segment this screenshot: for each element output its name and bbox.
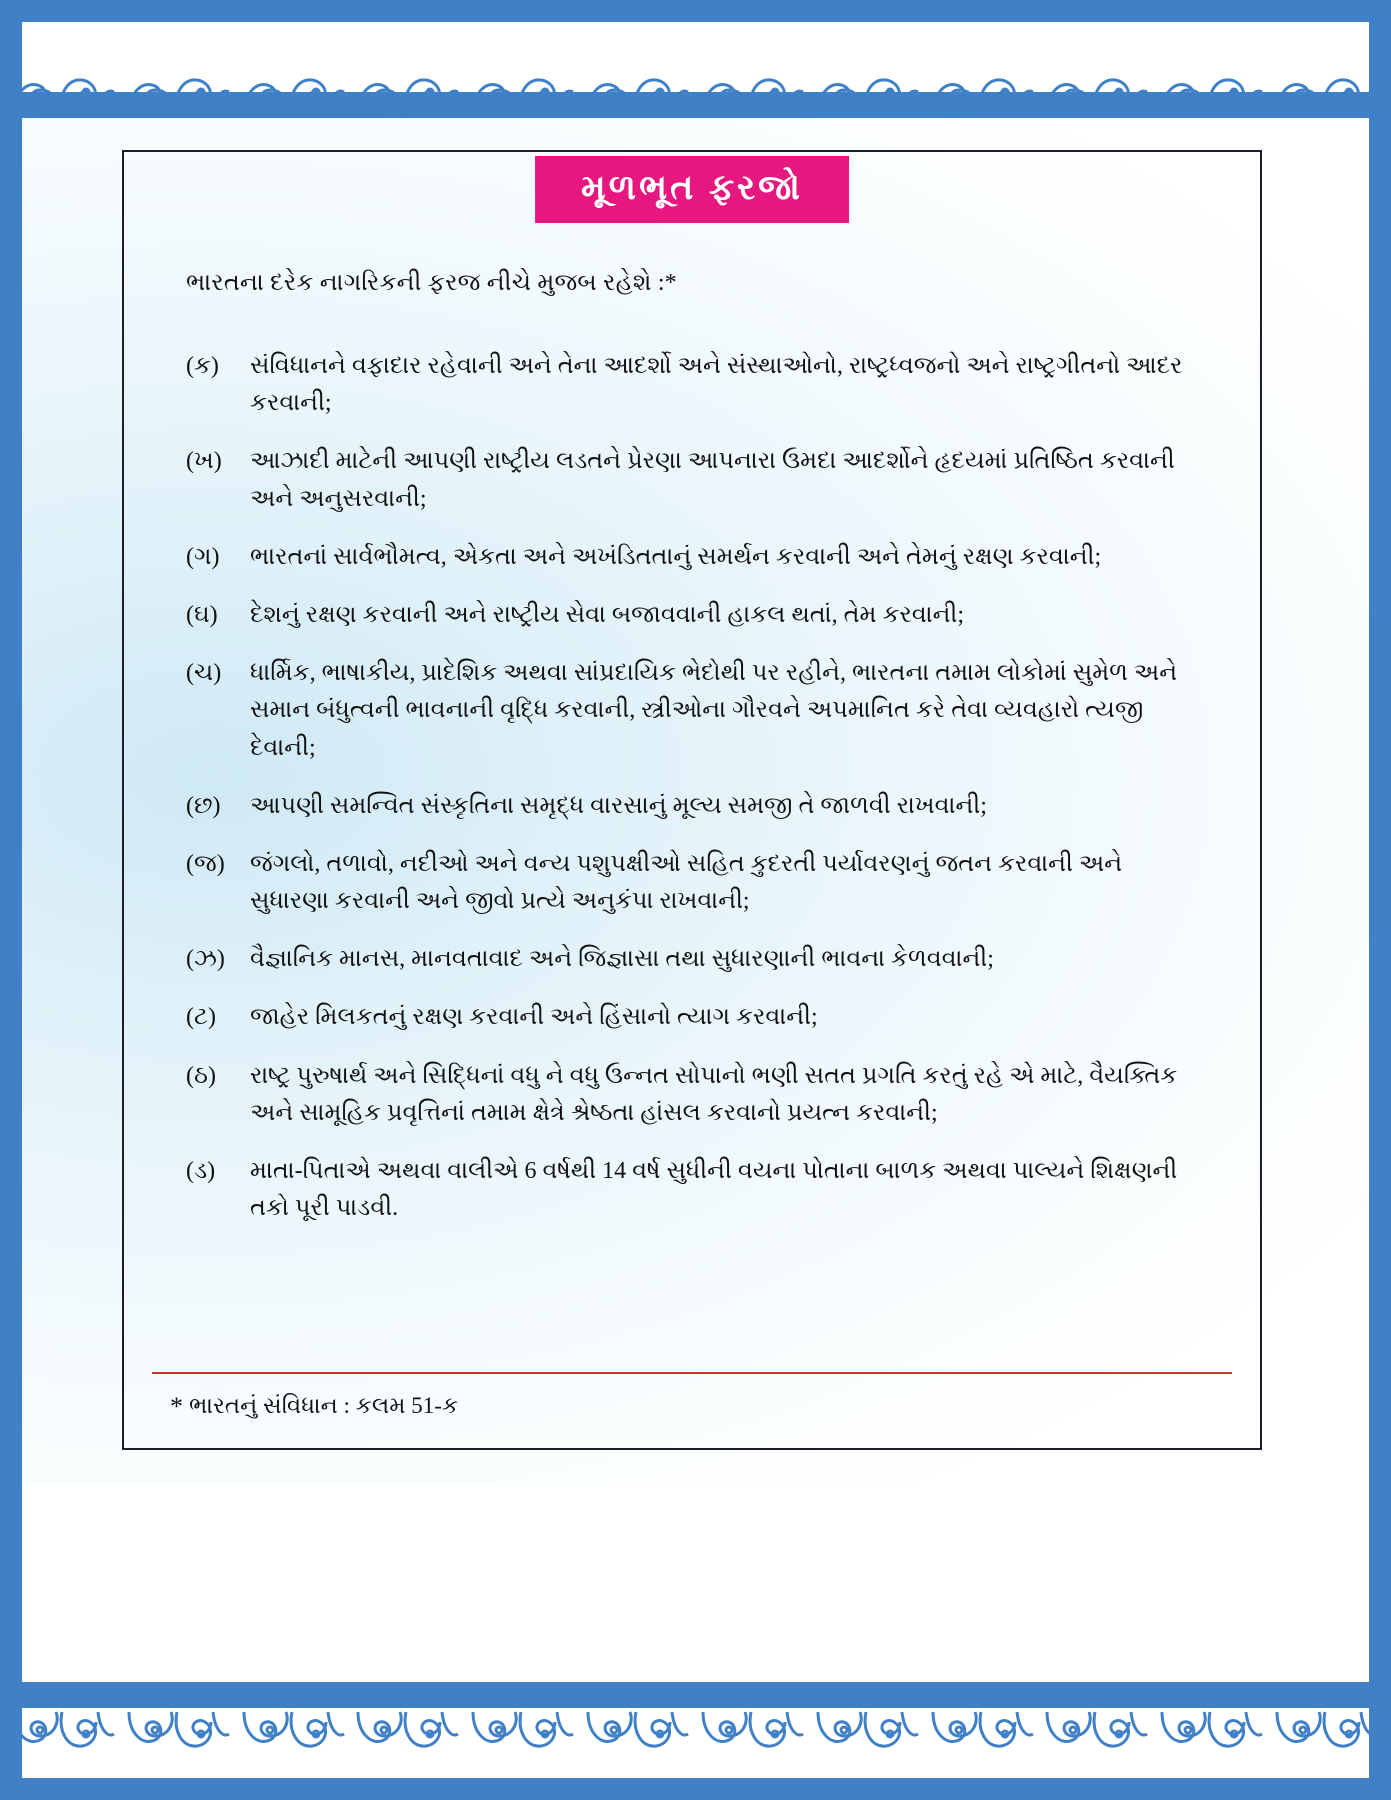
duty-text: ધાર્મિક, ભાષાકીય, પ્રાદેશિક અથવા સાંપ્રદાયિક ભેદોથી પર રહીને, ભારતના તમામ લોકોમાં સુમેળ અને સમાન બંધુત્વની ભાવનાની વૃદ્ધિ કરવાની, સ્ત્રીઓના ગૌરવને અપમાનિત કરે તેવા વ્યવહારો ત્યજી દેવાની; xyxy=(250,660,1178,761)
duty-marker: (ટ) xyxy=(186,1004,216,1031)
duty-marker: (ઝ) xyxy=(186,946,225,973)
swirl-ornament-icon xyxy=(125,48,233,118)
duty-marker: (ક) xyxy=(186,353,219,379)
content-box xyxy=(122,150,1262,1450)
intro-text: ભારતના દરેક નાગરિકની ફરજ નીચે મુજબ રહેશે :* xyxy=(186,270,677,296)
ornament-band-top xyxy=(0,22,1391,118)
list-item xyxy=(184,999,1204,1036)
swirl-ornament-icon xyxy=(354,48,462,118)
swirl-ornament-icon xyxy=(929,1708,1037,1778)
swirl-ornament-icon xyxy=(699,1708,807,1778)
list-item xyxy=(184,941,1204,978)
swirl-ornament-icon xyxy=(469,48,577,118)
swirl-ornament-icon xyxy=(814,48,922,118)
swirl-ornament-icon xyxy=(10,48,118,118)
duty-text: આઝાદી માટેની આપણી રાષ્ટ્રીય લડતને પ્રેરણા આપનારા ઉમદા આદર્શોને હૃદયમાં પ્રતિષ્ઠિત કરવાની અને અનુસરવાની; xyxy=(250,448,1175,512)
swirl-ornament-icon xyxy=(240,48,348,118)
duty-text: વૈજ્ઞાનિક માનસ, માનવતાવાદ અને જિજ્ઞાસા તથા સુધારણાની ભાવના કેળવવાની; xyxy=(250,946,994,973)
list-item xyxy=(184,1153,1204,1227)
list-item xyxy=(184,846,1204,920)
swirl-ornament-icon xyxy=(1043,1708,1151,1778)
duty-text: સંવિધાનને વફાદાર રહેવાની અને તેના આદર્શો અને સંસ્થાઓનો, રાષ્ટ્રધ્વજનો અને રાષ્ટ્રગીતનો આદર કરવાની; xyxy=(250,353,1183,417)
swirl-ornament-icon xyxy=(1158,1708,1266,1778)
swirl-ornament-icon xyxy=(1273,48,1381,118)
duty-text: આપણી સમન્વિત સંસ્કૃતિના સમૃદ્ધ વારસાનું મૂલ્ય સમજી તે જાળવી રાખવાની; xyxy=(250,792,987,819)
swirl-ornament-icon xyxy=(814,1708,922,1778)
swirl-ornament-icon xyxy=(1043,48,1151,118)
swirl-ornament-icon xyxy=(10,1708,118,1778)
list-item xyxy=(184,1058,1204,1132)
duty-marker: (છ) xyxy=(186,792,221,819)
swirl-ornament-icon xyxy=(469,1708,577,1778)
footnote xyxy=(170,1392,458,1422)
swirl-ornament-icon xyxy=(584,48,692,118)
list-item xyxy=(184,348,1204,422)
ornament-band-bottom xyxy=(0,1682,1391,1778)
page-title: મૂળભૂત ફરજો xyxy=(535,156,849,223)
footnote-divider xyxy=(152,1372,1232,1374)
footnote-text: ભારતનું સંવિધાન : કલમ 51-ક xyxy=(189,1393,459,1418)
duty-text: દેશનું રક્ષણ કરવાની અને રાષ્ટ્રીય સેવા બજાવવાની હાકલ થતાં, તેમ કરવાની; xyxy=(250,601,965,628)
duty-marker: (ઠ) xyxy=(186,1062,216,1089)
duty-marker: (ખ) xyxy=(186,448,222,475)
duty-text: રાષ્ટ્ર પુરુષાર્થ અને સિદ્ધિનાં વધુ ને વધુ ઉન્નત સોપાનો ભણી સતત પ્રગતિ કરતું રહે એ માટે, વૈયક્તિક અને સામૂહિક પ્રવૃત્તિનાં તમામ ક્ષેત્રે શ્રેષ્ઠતા હાંસલ કરવાનો પ્રયત્ન કરવાની; xyxy=(250,1062,1178,1126)
swirl-ornament-icon xyxy=(1273,1708,1381,1778)
duties-list xyxy=(184,348,1204,1248)
duty-marker: (જ) xyxy=(186,850,225,877)
swirl-ornament-icon xyxy=(1158,48,1266,118)
footnote-marker: * xyxy=(170,1392,183,1421)
duty-marker: (ડ) xyxy=(186,1158,216,1184)
ornament-swirl-row-bottom xyxy=(0,1682,1391,1778)
list-item xyxy=(184,655,1204,767)
swirl-ornament-icon xyxy=(354,1708,462,1778)
swirl-ornament-icon xyxy=(929,48,1037,118)
swirl-ornament-icon xyxy=(125,1708,233,1778)
swirl-ornament-icon xyxy=(240,1708,348,1778)
list-item xyxy=(184,788,1204,825)
swirl-ornament-icon xyxy=(699,48,807,118)
duty-text: જંગલો, તળાવો, નદીઓ અને વન્ય પશુપક્ષીઓ સહિત કુદરતી પર્યાવરણનું જતન કરવાની અને સુધારણા કરવાની અને જીવો પ્રત્યે અનુકંપા રાખવાની; xyxy=(250,850,1123,915)
list-item xyxy=(184,443,1204,517)
duty-marker: (ઘ) xyxy=(186,601,218,628)
list-item xyxy=(184,597,1204,634)
duty-text: જાહેર મિલકતનું રક્ષણ કરવાની અને હિંસાનો ત્યાગ કરવાની; xyxy=(250,1004,818,1031)
duty-marker: (ગ) xyxy=(186,543,220,570)
duty-text: માતા-પિતાએ અથવા વાલીએ 6 વર્ષથી 14 વર્ષ સુધીની વયના પોતાના બાળક અથવા પાલ્યને શિક્ષણની તકો પૂરી પાડવી. xyxy=(250,1158,1178,1222)
list-item xyxy=(184,539,1204,576)
ornament-swirl-row-top xyxy=(0,22,1391,118)
swirl-ornament-icon xyxy=(584,1708,692,1778)
duty-text: ભારતનાં સાર્વભૌમત્વ, એકતા અને અખંડિતતાનું સમર્થન કરવાની અને તેમનું રક્ષણ કરવાની; xyxy=(250,543,1102,570)
duty-marker: (ચ) xyxy=(186,660,222,687)
